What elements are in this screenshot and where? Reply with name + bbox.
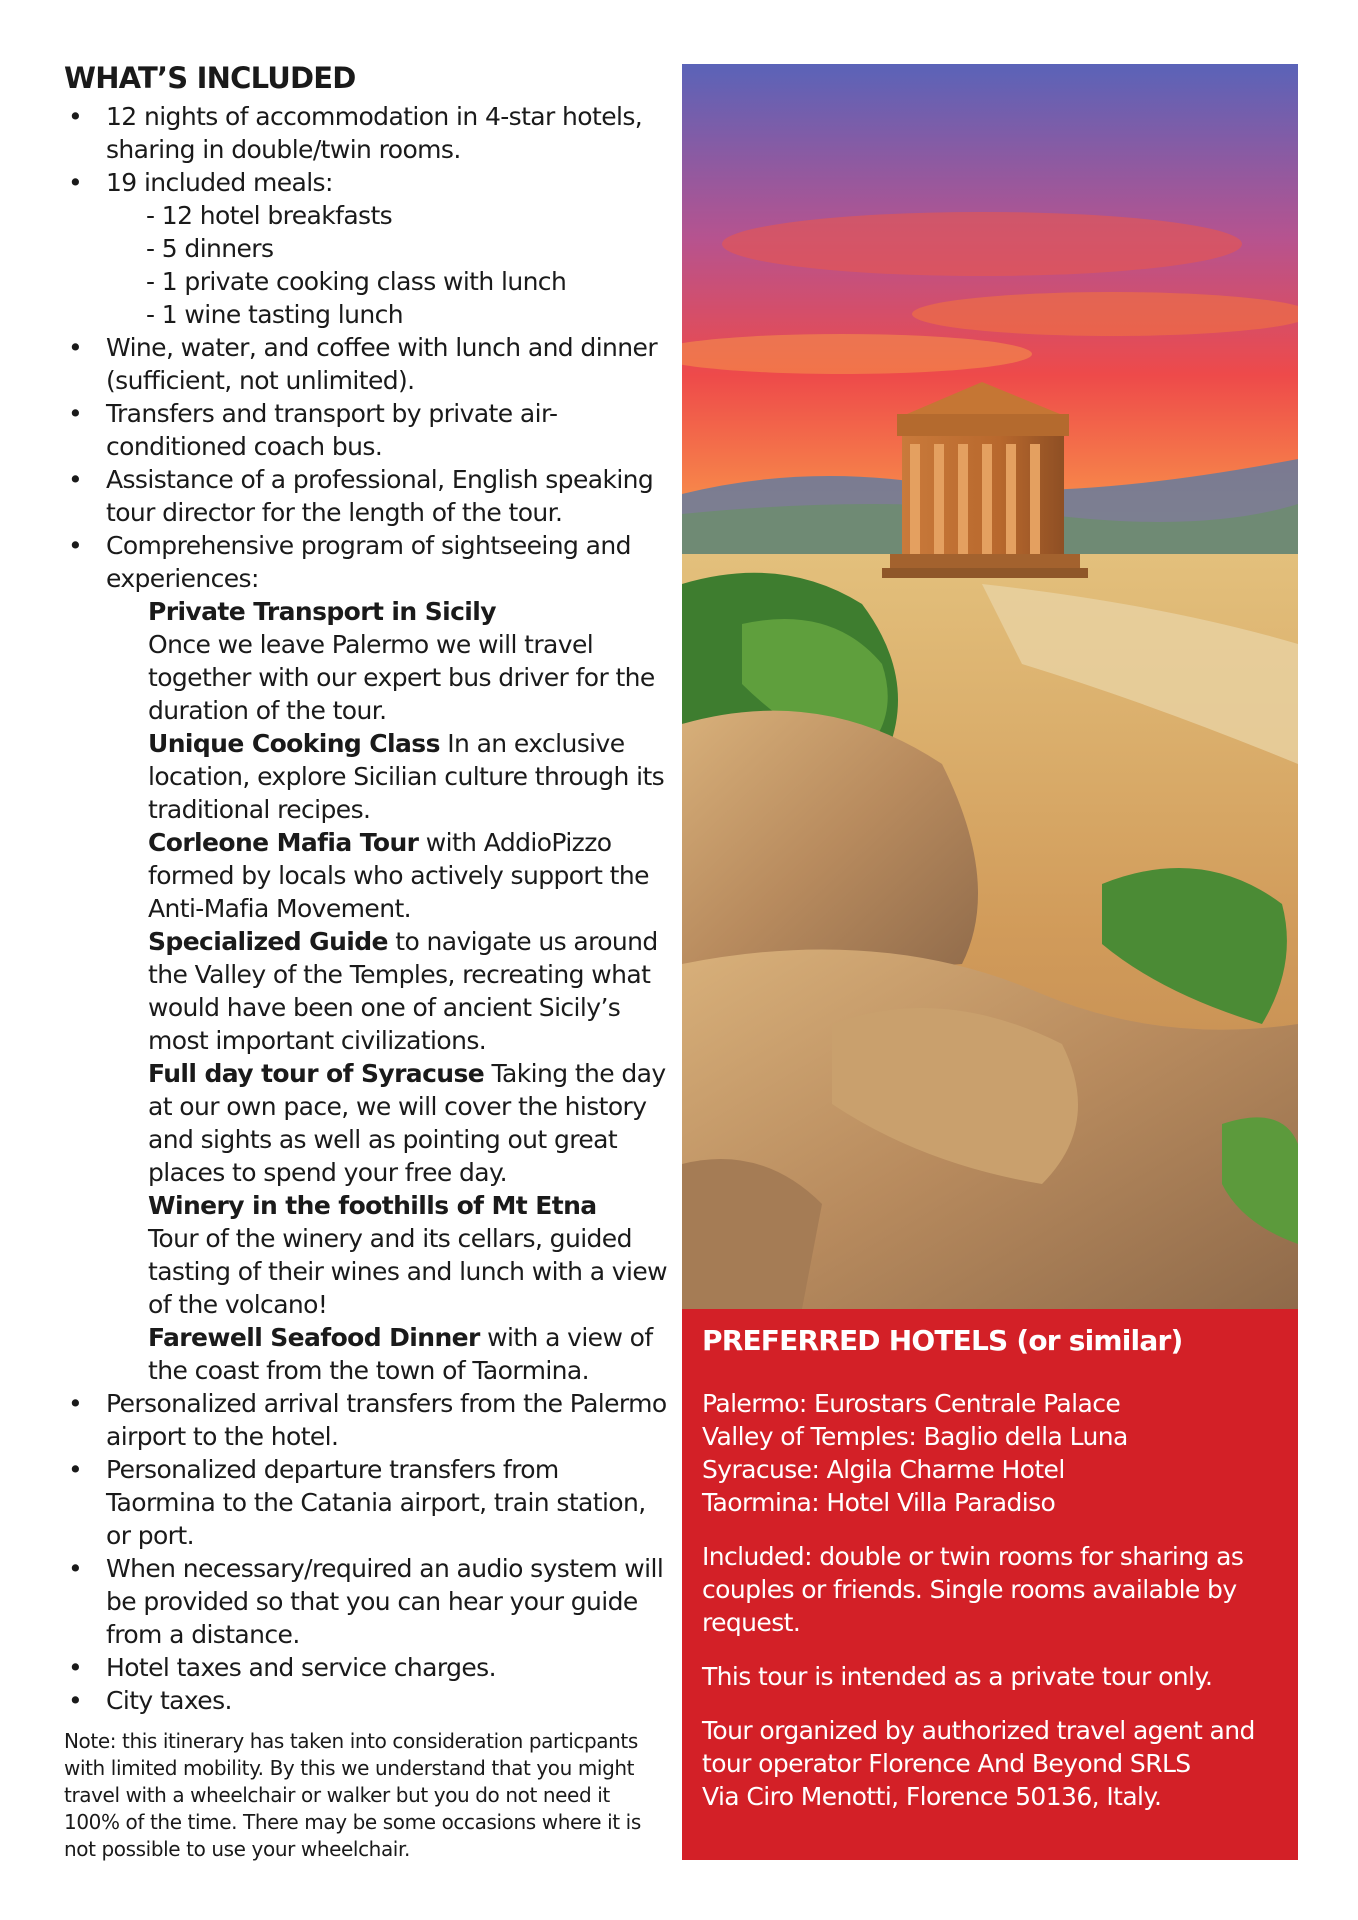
program-title: Private Transport in Sicily bbox=[148, 597, 496, 626]
preferred-hotels-panel bbox=[682, 1309, 1298, 1860]
program-title: Specialized Guide bbox=[148, 927, 388, 956]
meal-item: - 5 dinners bbox=[146, 234, 274, 263]
hotel-item: Palermo: Eurostars Centrale Palace bbox=[702, 1389, 1121, 1418]
included-list bbox=[64, 100, 674, 1717]
meals-list bbox=[106, 199, 674, 331]
program-title: Corleone Mafia Tour bbox=[148, 828, 419, 857]
list-item: • When necessary/required an audio system will be provided so that you can hear your guide from a distance. bbox=[64, 1552, 674, 1651]
program-item bbox=[148, 727, 674, 826]
organizer-text bbox=[702, 1714, 1278, 1813]
hotel-item: Valley of Temples: Baglio della Luna bbox=[702, 1422, 1128, 1451]
hotel-item: Syracuse: Algila Charme Hotel bbox=[702, 1455, 1065, 1484]
program-text: In an exclusive location, explore Sicilian culture through its traditional recipes. bbox=[148, 729, 665, 824]
program-title: Winery in the foothills of Mt Etna bbox=[148, 1191, 597, 1220]
meal-item: - 12 hotel breakfasts bbox=[146, 201, 393, 230]
list-item: • Personalized arrival transfers from the Palermo airport to the hotel. bbox=[64, 1387, 674, 1453]
organizer-line: Tour organized by authorized travel agent and bbox=[702, 1716, 1255, 1745]
program-text: Taking the day at our own pace, we will cover the history and sights as well as pointing out great places to spend your free day. bbox=[148, 1059, 666, 1187]
mobility-note: Note: this itinerary has taken into consideration particpants with limited mobility. By this we understand that you might travel with a wheelchair or walker but you do not need it 100% of the time. There may be some occasions where it is not possible to use your wheelchair. bbox=[64, 1729, 641, 1861]
program-text: to navigate us around the Valley of the Temples, recreating what would have been one of ancient Sicily’s most important civilizations. bbox=[148, 927, 658, 1055]
list-item: • City taxes. bbox=[64, 1684, 674, 1717]
temple-photo bbox=[682, 64, 1298, 1309]
program-text: with a view of the coast from the town of Taormina. bbox=[148, 1323, 653, 1385]
organizer-line: Via Ciro Menotti, Florence 50136, Italy. bbox=[702, 1782, 1162, 1811]
included-section bbox=[64, 58, 674, 1717]
program-item bbox=[148, 925, 674, 1057]
program-label: Comprehensive program of sightseeing and experiences: bbox=[106, 531, 631, 593]
section-heading: WHAT’S INCLUDED bbox=[64, 61, 356, 95]
hotel-item: Taormina: Hotel Villa Paradiso bbox=[702, 1488, 1056, 1517]
program-title: Full day tour of Syracuse bbox=[148, 1059, 485, 1088]
organizer-line: tour operator Florence And Beyond SRLS bbox=[702, 1749, 1191, 1778]
program-item bbox=[148, 1057, 674, 1189]
list-item: • 12 nights of accommodation in 4-star hotels, sharing in double/twin rooms. bbox=[64, 100, 674, 166]
list-item bbox=[64, 529, 674, 1387]
program-item bbox=[148, 1189, 674, 1321]
program-title: Farewell Seafood Dinner bbox=[148, 1323, 480, 1352]
hotel-list bbox=[702, 1387, 1278, 1519]
list-item: • Personalized departure transfers from Taormina to the Catania airport, train station, or port. bbox=[64, 1453, 674, 1552]
meals-label: 19 included meals: bbox=[106, 168, 333, 197]
list-item: • Assistance of a professional, English speaking tour director for the length of the tour. bbox=[64, 463, 674, 529]
program-item bbox=[148, 1321, 674, 1387]
list-item: • Hotel taxes and service charges. bbox=[64, 1651, 674, 1684]
program-title: Unique Cooking Class bbox=[148, 729, 440, 758]
private-tour-text: This tour is intended as a private tour only. bbox=[702, 1662, 1213, 1691]
program-text: Once we leave Palermo we will travel together with our expert bus driver for the duration of the tour. bbox=[148, 630, 655, 725]
program-list bbox=[106, 595, 674, 1387]
program-item bbox=[148, 595, 674, 727]
list-item: • Transfers and transport by private air-conditioned coach bus. bbox=[64, 397, 674, 463]
list-item: • Wine, water, and coffee with lunch and dinner (sufficient, not unlimited). bbox=[64, 331, 674, 397]
list-item bbox=[64, 166, 674, 331]
meal-item: - 1 wine tasting lunch bbox=[146, 300, 403, 329]
program-text: with AddioPizzo formed by locals who actively support the Anti-Mafia Movement. bbox=[148, 828, 649, 923]
program-item bbox=[148, 826, 674, 925]
program-text: Tour of the winery and its cellars, guided tasting of their wines and lunch with a view of the volcano! bbox=[148, 1224, 667, 1319]
panel-title: PREFERRED HOTELS (or similar) bbox=[702, 1324, 1183, 1357]
temple-illustration bbox=[682, 64, 1298, 1309]
meal-item: - 1 private cooking class with lunch bbox=[146, 267, 567, 296]
included-rooms-text: Included: double or twin rooms for sharing as couples or friends. Single rooms available by request. bbox=[702, 1542, 1244, 1637]
